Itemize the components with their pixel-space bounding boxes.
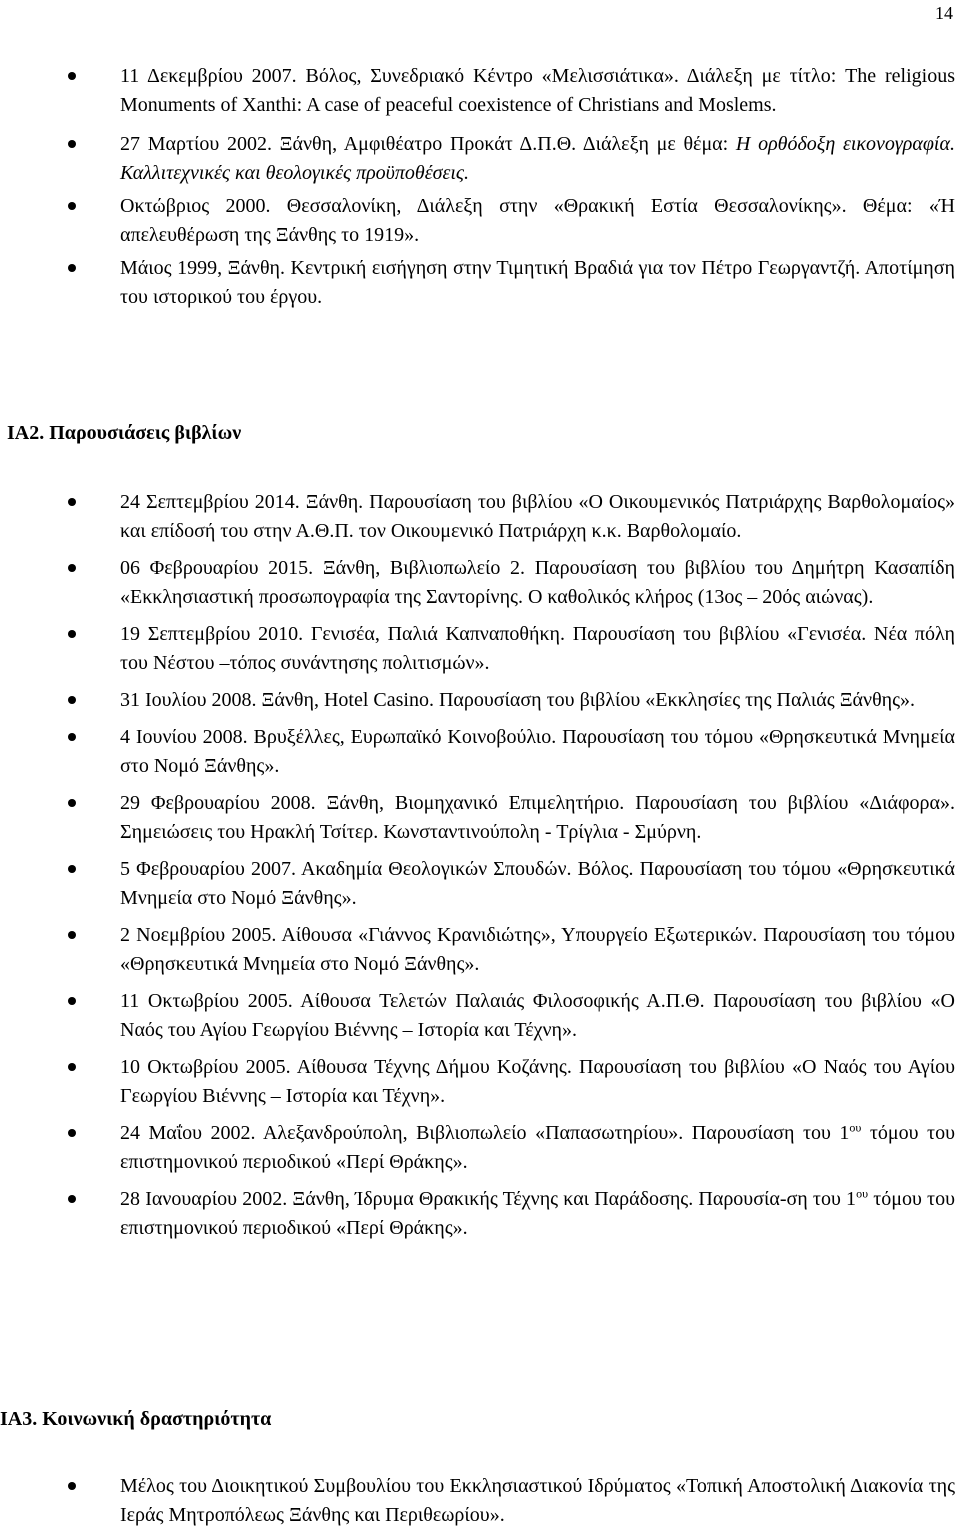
item-text: 06 Φεβρουαρίου 2015. Ξάνθη, Βιβλιοπωλείο 2. Παρουσίαση του βιβλίου του Δημήτρη Κασαπίδη «Εκκλησιαστική προσωπογραφία της Σαντορίνης. Ο καθολικός κλήρος (13ος – 20ός αιώνας).: [120, 557, 955, 608]
list-item: [0, 554, 960, 612]
bullet-icon: [68, 865, 76, 873]
item-text: 2 Νοεμβρίου 2005. Αίθουσα «Γιάννος Κρανιδιώτης», Υπουργείο Εξωτερικών. Παρουσίαση του τόμου «Θρησκευτικά Μνημεία στο Νομό Ξάνθης».: [120, 924, 955, 975]
list-item: [0, 62, 960, 120]
list-item: [0, 686, 960, 715]
bullet-icon: [68, 799, 76, 807]
superscript: ου: [849, 1120, 862, 1135]
list-item: [0, 987, 960, 1045]
page-number: 14: [935, 3, 953, 23]
section-heading-book-presentations: ΙΑ2. Παρουσιάσεις βιβλίων: [7, 422, 242, 444]
list-item: [0, 855, 960, 913]
list-item: [0, 130, 960, 188]
item-text: 24 Σεπτεμβρίου 2014. Ξάνθη. Παρουσίαση του βιβλίου «Ο Οικουμενικός Πατριάρχης Βαρθολομαίος» και επίδοσή του στην Α.Θ.Π. τον Οικουμενικό Πατριάρχη κ.κ. Βαρθολομαίο.: [120, 491, 955, 542]
bullet-icon: [68, 733, 76, 741]
book-presentations-list: [0, 488, 960, 1243]
lectures-list: [0, 62, 960, 312]
social-activity-list: [0, 1472, 960, 1530]
item-text: Μέλος του Διοικητικού Συμβουλίου του Εκκλησιαστικού Ιδρύματος «Τοπική Αποστολική Διακονία της Ιεράς Μητροπόλεως Ξάνθης και Περιθεωρίου».: [120, 1475, 955, 1526]
item-text: τόμου του επιστημονικού περιοδικού «Περί Θράκης».: [120, 1122, 955, 1173]
item-text: Μάιος 1999, Ξάνθη. Κεντρική εισήγηση στην Τιμητική Βραδιά για τον Πέτρο Γεωργαντζή. Αποτίμηση του ιστορικού του έργου.: [120, 257, 955, 308]
list-item: [0, 1053, 960, 1111]
bullet-icon: [68, 1195, 76, 1203]
item-text: 11 Δεκεμβρίου 2007. Βόλος, Συνεδριακό Κέντρο «Μελισσιάτικα». Διάλεξη με τίτλο: The religious Monuments of Xanthi: A case of peaceful coexistence of Christians and Moslems.: [120, 65, 955, 116]
item-text: 28 Ιανουαρίου 2002. Ξάνθη, Ίδρυμα Θρακικής Τέχνης και Παράδοσης. Παρουσία-ση του 1: [120, 1188, 857, 1210]
list-item: [0, 789, 960, 847]
bullet-icon: [68, 630, 76, 638]
list-item: [0, 1119, 960, 1177]
item-text: 4 Ιουνίου 2008. Βρυξέλλες, Ευρωπαϊκό Κοινοβούλιο. Παρουσίαση του τόμου «Θρησκευτικά Μνημεία στο Νομό Ξάνθης».: [120, 726, 955, 777]
item-text: 10 Οκτωβρίου 2005. Αίθουσα Τέχνης Δήμου Κοζάνης. Παρουσίαση του βιβλίου «Ο Ναός του Αγίου Γεωργίου Βιέννης – Ιστορία και Τέχνη».: [120, 1056, 955, 1107]
bullet-icon: [68, 564, 76, 572]
lectures-list-block: [0, 62, 960, 312]
list-item: [0, 921, 960, 979]
item-text: 24 Μαΐου 2002. Αλεξανδρούπολη, Βιβλιοπωλείο «Παπασωτηρίου». Παρουσίαση του 1: [120, 1122, 850, 1144]
item-text: Οκτώβριος 2000. Θεσσαλονίκη, Διάλεξη στην «Θρακική Εστία Θεσσαλονίκης». Θέμα: «Ή απελευθέρωση της Ξάνθης το 1919».: [120, 195, 955, 246]
list-item: [0, 1185, 960, 1243]
item-text: τόμου του επιστημονικού περιοδικού «Περί Θράκης».: [120, 1188, 955, 1239]
superscript: ου: [856, 1186, 869, 1201]
bullet-icon: [68, 1063, 76, 1071]
item-text: 27 Μαρτίου 2002. Ξάνθη, Αμφιθέατρο Προκάτ Δ.Π.Θ. Διάλεξη με θέμα:: [120, 133, 736, 155]
item-text: 11 Οκτωβρίου 2005. Αίθουσα Τελετών Παλαιάς Φιλοσοφικής Α.Π.Θ. Παρουσίαση του βιβλίου «Ο Ναός του Αγίου Γεωργίου Βιέννης – Ιστορία και Τέχνη».: [120, 990, 955, 1041]
bullet-icon: [68, 1129, 76, 1137]
item-text: 19 Σεπτεμβρίου 2010. Γενισέα, Παλιά Καπναποθήκη. Παρουσίαση του βιβλίου «Γενισέα. Νέα πόλη του Νέστου –τόπος συνάντησης πολιτισμών».: [120, 623, 955, 674]
list-item: [0, 488, 960, 546]
list-item: [0, 723, 960, 781]
list-item: [0, 254, 960, 312]
bullet-icon: [68, 1482, 76, 1490]
list-item: [0, 192, 960, 250]
section-heading-social-activity: ΙΑ3. Κοινωνική δραστηριότητα: [0, 1408, 272, 1430]
list-item: [0, 620, 960, 678]
book-presentations-block: [0, 488, 960, 1243]
item-italic-text: Η ορθόδοξη εικονογραφία. Καλλιτεχνικές και θεολογικές προϋποθέσεις.: [120, 133, 955, 184]
bullet-icon: [68, 264, 76, 272]
social-activity-block: [0, 1472, 960, 1530]
item-text: 31 Ιουλίου 2008. Ξάνθη, Hotel Casino. Παρουσίαση του βιβλίου «Εκκλησίες της Παλιάς Ξάνθης».: [120, 689, 916, 711]
bullet-icon: [68, 931, 76, 939]
bullet-icon: [68, 997, 76, 1005]
bullet-icon: [68, 498, 76, 506]
bullet-icon: [68, 72, 76, 80]
item-text: 29 Φεβρουαρίου 2008. Ξάνθη, Βιομηχανικό Επιμελητήριο. Παρουσίαση του βιβλίου «Διάφορα». Σημειώσεις του Ηρακλή Τσίτερ. Κωνσταντινούπολη - Τρίγλια - Σμύρνη.: [120, 792, 955, 843]
list-item: [0, 1472, 960, 1530]
item-text: 5 Φεβρουαρίου 2007. Ακαδημία Θεολογικών Σπουδών. Βόλος. Παρουσίαση του τόμου «Θρησκευτικά Μνημεία στο Νομό Ξάνθης».: [120, 858, 955, 909]
bullet-icon: [68, 202, 76, 210]
bullet-icon: [68, 140, 76, 148]
bullet-icon: [68, 696, 76, 704]
